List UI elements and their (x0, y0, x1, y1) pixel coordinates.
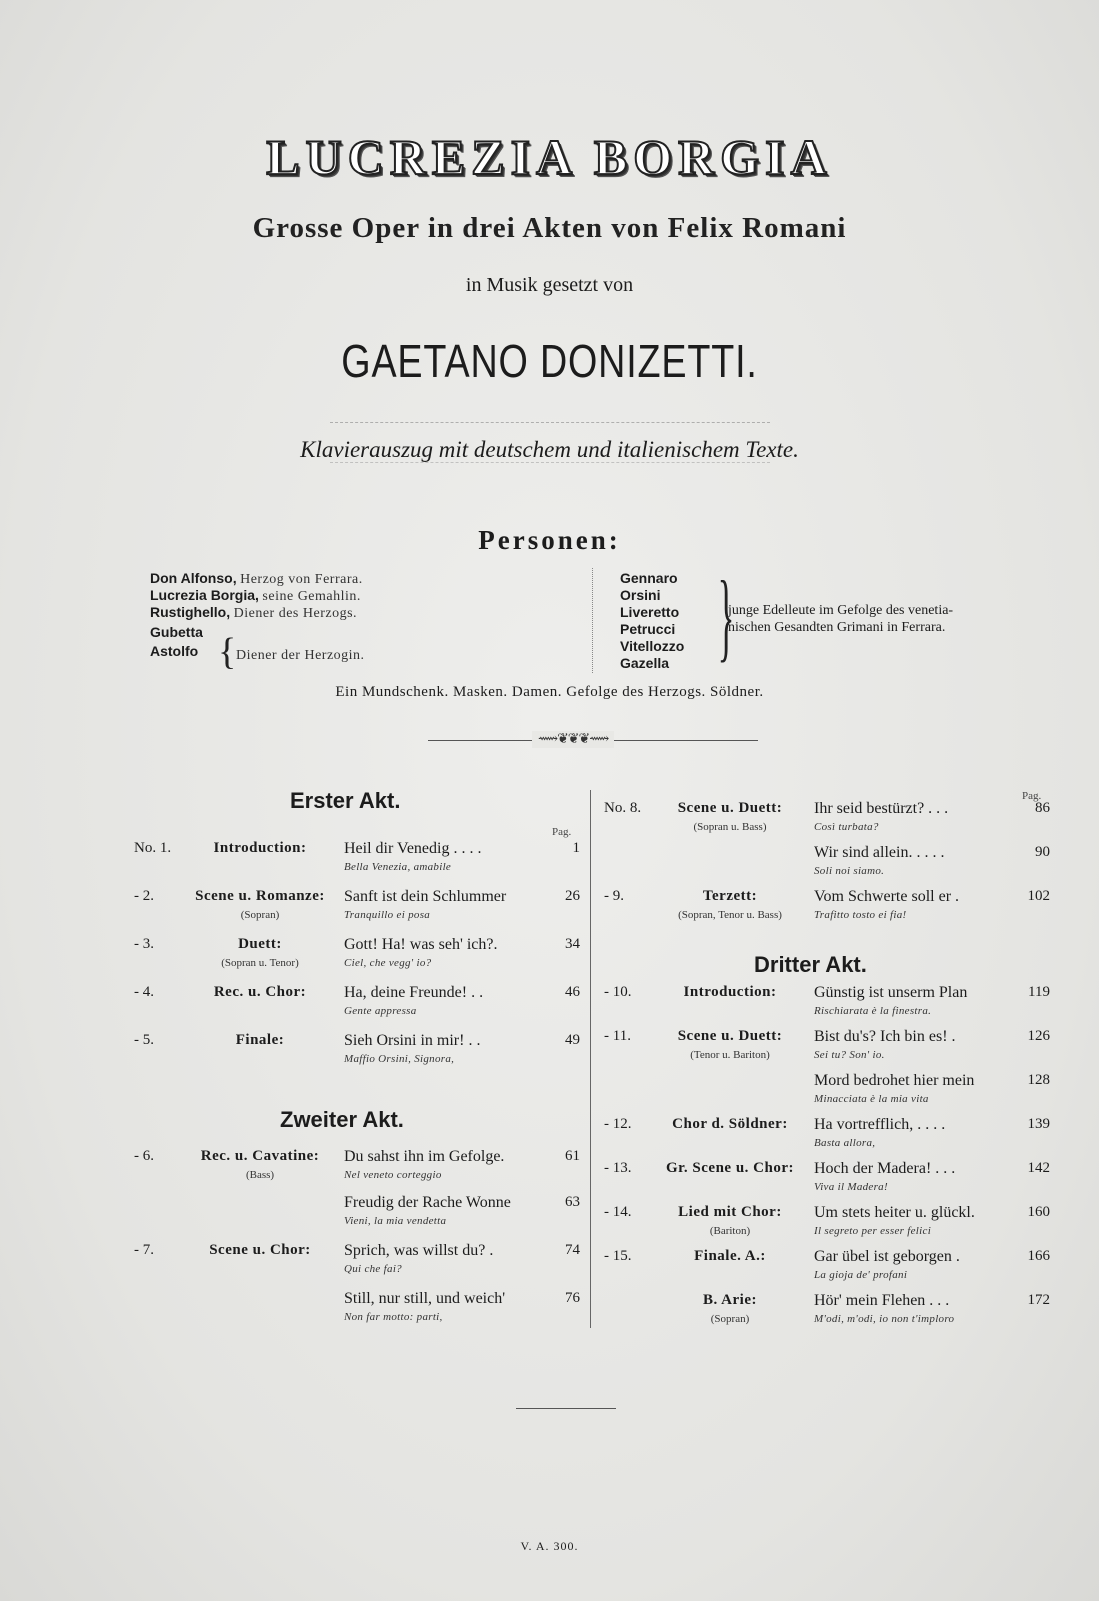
entry-text: Sieh Orsini in mir! . . (344, 1032, 481, 1049)
cast-row: Vitellozzo (620, 638, 685, 654)
entry-number: - 9. (604, 888, 624, 904)
entry-text: Gar übel ist geborgen . (814, 1248, 960, 1265)
entry-number: - 12. (604, 1116, 632, 1132)
pag-label-right: Pag. (1022, 790, 1042, 802)
pag-label-left: Pag. (552, 826, 572, 838)
entry-page: 142 (1027, 1160, 1050, 1176)
entry-title: Chor d. Söldner: (672, 1116, 788, 1132)
entry-text: Du sahst ihn im Gefolge. (344, 1148, 505, 1165)
ornament-icon: ⟿❦❦❦⟿ (532, 731, 614, 748)
entry-italian: Ciel, che vegg' io? (344, 957, 432, 969)
right-desc: junge Edelleute im Gefolge des venetia- nischen Gesandten Grimani in Ferrara. (728, 603, 954, 635)
entry-title: Lied mit Chor: (678, 1204, 782, 1220)
cast-name: Don Alfonso, (150, 570, 237, 586)
entry-text: Wir sind allein. . . . . (814, 844, 945, 861)
subtitle: Grosse Oper in drei Akten von Felix Romani (252, 212, 847, 244)
cast-row (150, 587, 363, 604)
entry-number: - 15. (604, 1248, 632, 1264)
entry-number: - 5. (134, 1032, 154, 1048)
entry-page: 128 (1027, 1072, 1050, 1088)
entry-number: - 11. (604, 1028, 631, 1044)
entry-number: No. 8. (604, 800, 642, 816)
entry-page: 102 (1027, 888, 1050, 904)
entry-page: 1 (572, 840, 580, 856)
entry-title: Finale. A.: (694, 1248, 766, 1264)
cast-row: Liveretto (620, 604, 680, 620)
entry-italian: Sei tu? Son' io. (814, 1049, 885, 1061)
cast-row: Gazella (620, 655, 670, 671)
footer: V. A. 300. (520, 1539, 579, 1553)
brace-right: } (717, 560, 735, 671)
entry-italian: Gente appressa (344, 1005, 417, 1017)
entry-italian: Maffio Orsini, Signora, (344, 1053, 455, 1065)
entry-italian: Soli noi siamo. (814, 865, 885, 877)
entry-title: B. Arie: (703, 1292, 757, 1308)
entry-number: - 14. (604, 1204, 632, 1220)
entry-title: Duett: (238, 936, 282, 952)
entry-italian: M'odi, m'odi, io non t'imploro (814, 1313, 955, 1325)
entry-page: 49 (565, 1032, 580, 1048)
entry-italian: Il segreto per esser felici (814, 1225, 932, 1237)
entry-text: Günstig ist unserm Plan (814, 984, 968, 1001)
entry-page: 139 (1027, 1116, 1050, 1132)
entry-italian: Nel veneto corteggio (344, 1169, 442, 1181)
entry-voice: (Sopran u. Bass) (693, 821, 767, 833)
entry-page: 46 (565, 984, 580, 1000)
act-2-heading: Zweiter Akt. (280, 1107, 404, 1132)
entry-number: No. 1. (134, 840, 172, 856)
entry-title: Scene u. Duett: (677, 1028, 783, 1044)
entry-page: 160 (1027, 1204, 1050, 1220)
musik-line: in Musik gesetzt von (465, 274, 634, 296)
entry-text: Um stets heiter u. glückl. (814, 1204, 975, 1221)
klavierauszug-line: Klavierauszug mit deutschem und italienischem Texte. (300, 437, 799, 462)
cast-row: Orsini (620, 587, 661, 603)
entry-italian: Vieni, la mia vendetta (344, 1215, 447, 1227)
entry-title: Scene u. Duett: (677, 800, 783, 816)
cast-desc: Diener des Herzogs. (233, 606, 358, 621)
entry-number: - 2. (134, 888, 154, 904)
entry-italian: Così turbata? (814, 821, 879, 833)
entry-title: Scene u. Chor: (209, 1242, 311, 1258)
entry-text: Hoch der Madera! . . . (814, 1160, 956, 1177)
cast-desc: Herzog von Ferrara. (240, 572, 363, 587)
cast-right (620, 570, 684, 672)
entry-italian: Qui che fai? (344, 1263, 402, 1275)
entry-italian: Non far motto: parti, (344, 1311, 443, 1323)
entry-page: 61 (565, 1148, 580, 1164)
entry-text: Still, nur still, und weich' (344, 1290, 506, 1307)
entry-italian: Viva il Madera! (814, 1181, 888, 1193)
cast-name: Rustighello, (150, 604, 231, 620)
entry-italian: La gioja de' profani (814, 1269, 908, 1281)
entry-number: - 3. (134, 936, 154, 952)
cast-row: Petrucci (620, 621, 676, 637)
entry-page: 26 (565, 888, 580, 904)
personen-heading: Personen: (478, 525, 621, 555)
cast-desc: seine Gemahlin. (262, 589, 361, 604)
entry-italian: Rischiarata è la finestra. (814, 1005, 932, 1017)
entry-text: Hör' mein Flehen . . . (814, 1292, 950, 1309)
entry-text: Mord bedrohet hier mein (814, 1072, 975, 1089)
entry-voice: (Sopran) (710, 1313, 750, 1325)
entry-number: - 13. (604, 1160, 632, 1176)
entry-page: 90 (1035, 844, 1050, 860)
entry-page: 126 (1027, 1028, 1050, 1044)
wavy-divider-bottom (330, 462, 770, 463)
entry-page: 119 (1028, 984, 1050, 1000)
entry-text: Sprich, was willst du? . (344, 1242, 494, 1259)
cast-name: Astolfo (150, 643, 199, 659)
entry-title: Gr. Scene u. Chor: (665, 1160, 795, 1176)
entry-text: Ha, deine Freunde! . . (344, 984, 484, 1001)
entry-italian: Basta allora, (814, 1137, 876, 1149)
bottom-rule (516, 1408, 616, 1409)
entry-page: 34 (565, 936, 580, 952)
cast-row (150, 624, 363, 643)
entry-voice: (Bariton) (709, 1225, 751, 1237)
entry-page: 76 (565, 1290, 580, 1306)
act-1-heading: Erster Akt. (290, 788, 401, 813)
entry-italian: Minacciata è la mia vita (814, 1093, 929, 1105)
entry-voice: (Sopran u. Tenor) (221, 957, 299, 969)
entry-title: Rec. u. Cavatine: (200, 1148, 320, 1164)
entry-title: Introduction: (683, 984, 777, 1000)
cast-row (150, 604, 363, 624)
cast-name: Lucrezia Borgia, (150, 587, 259, 603)
entry-italian: Tranquillo ei posa (344, 909, 431, 921)
entry-number: - 10. (604, 984, 632, 1000)
entry-text: Bist du's? Ich bin es! . (814, 1028, 956, 1045)
composer: GAETANO DONIZETTI. (341, 335, 758, 387)
entry-page: 74 (565, 1242, 580, 1258)
entry-title: Finale: (235, 1032, 285, 1048)
entry-text: Freudig der Rache Wonne (344, 1194, 511, 1211)
wavy-divider-top (330, 422, 770, 423)
entry-page: 172 (1027, 1292, 1050, 1308)
act-3-heading: Dritter Akt. (754, 952, 867, 977)
entry-text: Gott! Ha! was seh' ich?. (344, 936, 498, 953)
entry-number: - 4. (134, 984, 154, 1000)
entry-text: Ha vortrefflich, . . . . (814, 1116, 946, 1133)
entry-text: Sanft ist dein Schlummer (344, 888, 507, 905)
entry-text: Ihr seid bestürzt? . . . (814, 800, 949, 817)
entry-number: - 6. (134, 1148, 154, 1164)
entry-voice: (Sopran) (240, 909, 280, 921)
entry-number: - 7. (134, 1242, 154, 1258)
entry-voice: (Tenor u. Bariton) (690, 1049, 770, 1061)
entry-page: 86 (1035, 800, 1050, 816)
cast-name: Gubetta (150, 624, 203, 640)
entry-voice: (Sopran, Tenor u. Bass) (678, 909, 782, 921)
entry-title: Scene u. Romanze: (195, 888, 325, 904)
entry-text: Heil dir Venedig . . . . (344, 840, 482, 857)
brace-left: { (218, 631, 237, 673)
entry-voice: (Bass) (245, 1169, 275, 1181)
entry-text: Vom Schwerte soll er . (814, 888, 960, 905)
entry-page: 166 (1027, 1248, 1050, 1264)
entry-title: Terzett: (702, 888, 758, 904)
entry-italian: Trafitto tosto ei fia! (814, 909, 907, 921)
entry-title: Rec. u. Chor: (213, 984, 307, 1000)
extras-line: Ein Mundschenk. Masken. Damen. Gefolge des Herzogs. Söldner. (335, 684, 764, 700)
title: LUCREZIA BORGIA (266, 129, 833, 185)
cast-row (150, 570, 363, 587)
cast-divider (592, 568, 594, 673)
entry-page: 63 (565, 1194, 580, 1210)
entry-title: Introduction: (213, 840, 307, 856)
gubetta-desc: Diener der Herzogin. (236, 648, 365, 663)
cast-row: Gennaro (620, 570, 678, 586)
toc-column-divider (590, 790, 591, 1328)
entry-italian: Bella Venezia, amabile (344, 861, 452, 873)
